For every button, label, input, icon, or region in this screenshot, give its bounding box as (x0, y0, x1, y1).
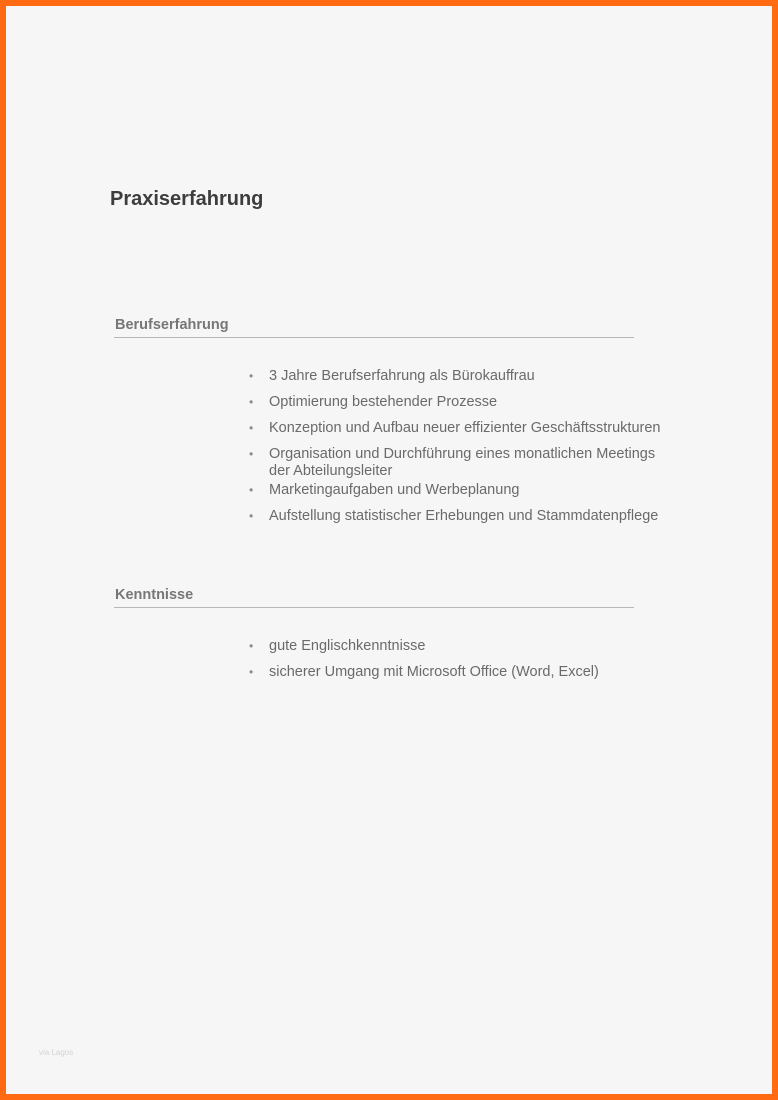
bullet-icon: • (249, 483, 254, 497)
list-item-text: Optimierung bestehender Prozesse (269, 394, 498, 410)
bullet-icon: • (249, 665, 254, 679)
bullet-icon: • (249, 421, 254, 435)
bullet-icon: • (249, 639, 254, 653)
watermark: via Lagos (39, 1048, 74, 1057)
bullet-icon: • (249, 509, 254, 523)
list-item-text: sicherer Umgang mit Microsoft Office (Word, Excel) (269, 664, 599, 680)
bullet-icon: • (249, 369, 254, 383)
list-item-text: Organisation und Durchführung eines monatlichen Meetings der Abteilungsleiter (269, 446, 656, 479)
section-heading-kenntnisse: Kenntnisse (115, 587, 194, 603)
document-page (6, 6, 772, 1094)
section-divider (114, 607, 634, 608)
page-title: Praxiserfahrung (110, 188, 264, 210)
bullet-icon: • (249, 447, 254, 461)
list-item-text: 3 Jahre Berufserfahrung als Bürokauffrau (269, 368, 535, 384)
section-heading-berufserfahrung: Berufserfahrung (115, 317, 229, 333)
list-item-text: Aufstellung statistischer Erhebungen und Stammdatenpflege (269, 508, 659, 524)
list-item-text: Konzeption und Aufbau neuer effizienter Geschäftsstrukturen (269, 420, 661, 436)
bullet-icon: • (249, 395, 254, 409)
section-divider (114, 337, 634, 338)
list-item-text: gute Englischkenntnisse (269, 638, 426, 654)
list-item-text: Marketingaufgaben und Werbeplanung (269, 482, 520, 498)
